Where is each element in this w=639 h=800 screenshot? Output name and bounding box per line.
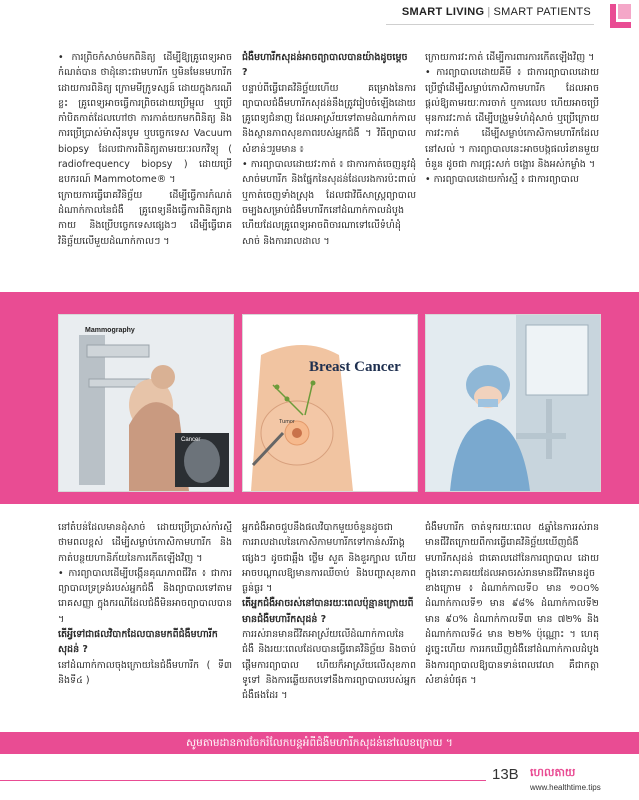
paragraph: បន្ទាប់ពីធ្វើរោគវិនិច្ឆ័យហើយ គម្រោងនៃការព្យាបាលជំងឺមហារីកសុដន់នឹងត្រូវរៀបចំឡើងដោយគ្រូពេទ្យជំនាញ ដែលអាស្រ័យទៅតាមដំណាក់កាល និងស្ថានភាពសុខភាពរបស់អ្នកជំងឺ ។ វិធីព្យាបាលសំខាន់ៗរួមមាន ៖ xyxy=(242,82,416,155)
page-number: 13B xyxy=(492,766,519,783)
breast-diagram xyxy=(243,315,417,491)
paragraph: នៅតំបន់ដែលមានដុំសាច់ ដោយប្រើប្រាស់កាំរស្មីថាមពលខ្ពស់ ដើម្បីសម្លាប់កោសិកាមហារីក និងកាត់បន្ថយហានិភ័យនៃការកើតឡើងវិញ ។ xyxy=(58,522,232,564)
paragraph: ជំងឺមហារីក ចាត់ទុករយៈពេល ៥ឆ្នាំនៃការរស់រានមានជីវិតក្រោយពីការធ្វើរោគវិនិច្ឆ័យឃើញជំងឺមហារីកសុដន់ ជាគោលដៅនៃការព្យាបាល ដោយក្នុងនោះភាគរយដែលអាចរស់រានមានជីវិតមានដូចខាងក្រោម ៖ ដំណាក់កាលទី០ មាន ១០០% ដំណាក់កាលទី១ មាន ៩៨% ដំណាក់កាលទី២ មាន ៩០% ដំណាក់កាលទី៣ មាន ៧២% និងដំណាក់កាលទី៤ មាន ២២% ប៉ុណ្ណោះ ។ ហេតុដូច្នេះហើយ ការរកឃើញជំងឺនៅដំណាក់កាលដំបូង និងការព្យាបាលឱ្យបានទាន់ពេលវេលា គឺជាកត្តាសំខាន់បំផុត ។ xyxy=(425,522,599,686)
paragraph: • ការព្យាបាលដោយកាំរស្មី ៖ ជាការព្យាបាល xyxy=(425,174,579,186)
paragraph: ការរស់រានមានជីវិតអាស្រ័យលើដំណាក់កាលនៃជំងឺ និងរយៈពេលដែលបានធ្វើរោគវិនិច្ឆ័យ និងចាប់ផ្តើមការព្យាបាល ហើយក៏អាស្រ័យលើសុខភាពទូទៅ និងការឆ្លើយតបទៅនឹងការព្យាបាលរបស់អ្នកជំងឺផងដែរ ។ xyxy=(242,629,416,702)
article-column-1-top xyxy=(58,50,232,290)
footer-rule xyxy=(0,780,486,781)
article-column-1-bottom xyxy=(58,520,232,726)
header-rule xyxy=(386,24,594,25)
mammography-label: Mammography xyxy=(85,327,135,334)
mammography-illustration xyxy=(59,315,233,491)
paragraph: • ការព្យាបាលដោយវះកាត់ ៖ ជាការកាត់ចេញនូវដុំសាច់មហារីក និងផ្នែកនៃសុដន់ដែលរងការប៉ះពាល់ ឬកាត់ចេញទាំងស្រុង ដែលជាវិធីសាស្ត្រព្យាបាលចម្បងសម្រាប់ជំងឺមហារីកនៅដំណាក់កាលដំបូង ហើយដែលគ្រូពេទ្យអាចពិចារណាទៅលើទំហំដុំសាច់ និងការរាលដាល ។ xyxy=(242,159,416,247)
paragraph: អ្នកជំងឺអាចជួបនឹងផលវិបាកមួយចំនួនដូចជា ការរាលដាលនៃកោសិកាមហារីកទៅកាន់សរីរាង្គផ្សេងៗ ដូចជាឆ្អឹង ថ្លើម សួត និងខួរក្បាល ហើយអាចបណ្តាលឱ្យមានការឈឺចាប់ និងបញ្ហាសុខភាពធ្ងន់ធ្ងរ ។ xyxy=(242,522,416,595)
section-label: SMART LIVING xyxy=(401,6,485,18)
article-column-3-bottom xyxy=(425,520,599,726)
paragraph: • ការព្យាបាលដើម្បីបង្កើនគុណភាពជីវិត ៖ ជាការព្យាបាលទ្រទ្រង់របស់អ្នកជំងឺ និងព្យាបាលទៅតាមរោគសញ្ញា ក្នុងករណីដែលជំងឺមិនអាចព្យាបាលបាន ។ xyxy=(58,567,232,625)
tumor-label: Tumor xyxy=(279,419,295,425)
header-separator: | xyxy=(487,6,491,18)
mammography-photo xyxy=(58,314,234,492)
section-heading: តើអ្វីទៅជាផលវិបាកដែលបានមកពីជំងឺមហារីកសុដន់ ? xyxy=(58,629,218,656)
lab-photo xyxy=(425,314,601,492)
paragraph: នៅដំណាក់កាលចុងក្រោយនៃជំងឺមហារីក ( ទី៣ និងទី៤ ) xyxy=(58,659,232,686)
paragraph: • ការព្រិចកំសាច់មកពិនិត្យ ដើម្បីឱ្យគ្រូពេទ្យអាចកំណត់បាន ថាដុំនោះជាមហារីក ឬមិនមែនមហារីក ដោយការពិនិត្យ ក្រោមមីក្រូទស្សន៍ ដោយក្នុងករណីខ្លះ គ្រូពេទ្យអាចធ្វើការព្រិចដោយប្រើម្ជុល ឬប្រើកាំបិតកាត់ដែលហៅថា ការកាត់យកមកពិនិត្យ និងការប្រើប្រាស់ម៉ាស៊ីនបូម ឬបច្ចេកទេស Vacuum biopsy ដែលជាការពិនិត្យតាមរយៈរលកវិទ្យុ ( radiofrequency biopsy ) ដោយប្រើឧបករណ៍ Mammotome® ។ xyxy=(58,52,232,186)
breast-cancer-title: Breast Cancer xyxy=(309,359,401,375)
paragraph: ក្រោយការវះកាត់ ដើម្បីការពារការកើតឡើងវិញ ។ xyxy=(425,52,595,63)
lab-illustration xyxy=(426,315,600,491)
article-column-3-top xyxy=(425,50,599,290)
footer-url: www.healthtime.tips xyxy=(530,783,601,792)
article-column-2-top xyxy=(242,50,416,290)
section-heading: តើអ្នកជំងឺអាចរស់នៅបានរយៈពេលប៉ុន្មានក្រោយពីមានជំងឺមហារីកសុដន់ ? xyxy=(242,598,414,625)
continued-banner: សូមតាមដានការចែករំលែកបន្តអំពីជំងឺមហារីកសុដន់នៅលេខក្រោយ ។ xyxy=(0,732,639,754)
cancer-tag: Cancer xyxy=(181,437,201,443)
breast-cancer-illustration xyxy=(242,314,418,492)
article-column-2-bottom xyxy=(242,520,416,726)
section-heading: ជំងឺមហារីកសុដន់អាចព្យាបាលបានយ៉ាងដូចម្តេច ? xyxy=(242,52,408,79)
image-band xyxy=(0,292,639,504)
subsection-label: SMART PATIENTS xyxy=(493,6,591,18)
paragraph: ក្រោយការធ្វើរោគវិនិច្ឆ័យ ដើម្បីធ្វើការកំណត់ដំណាក់កាលនៃជំងឺ គ្រូពេទ្យនឹងធ្វើការពិនិត្យរាងកាយ និងប្រើបច្ចេកទេសផ្សេងៗ ដើម្បីធ្វើរោគវិនិច្ឆ័យលើមួយដំណាក់កាលៗ ។ xyxy=(58,189,232,247)
corner-logo-icon xyxy=(607,2,633,30)
brand-logo: ហេលតាយ xyxy=(530,766,576,779)
paragraph: • ការព្យាបាលដោយគីមី ៖ ជាការព្យាបាលដោយប្រើថ្នាំដើម្បីសម្លាប់កោសិកាមហារីក ដែលអាចផ្តល់ឱ្យតាមរយៈការចាក់ ឬការលេប ហើយអាចប្រើមុនការវះកាត់ ដើម្បីបង្រួមទំហំដុំសាច់ ឬប្រើក្រោយការវះកាត់ ដើម្បីសម្លាប់កោសិកាមហារីកដែលនៅសល់ ។ ការព្យាបាលនេះអាចបង្កផលរំខានមួយចំនួន ដូចជា ការជ្រុះសក់ ចង្អោរ និងអស់កម្លាំង ។ xyxy=(425,67,599,171)
